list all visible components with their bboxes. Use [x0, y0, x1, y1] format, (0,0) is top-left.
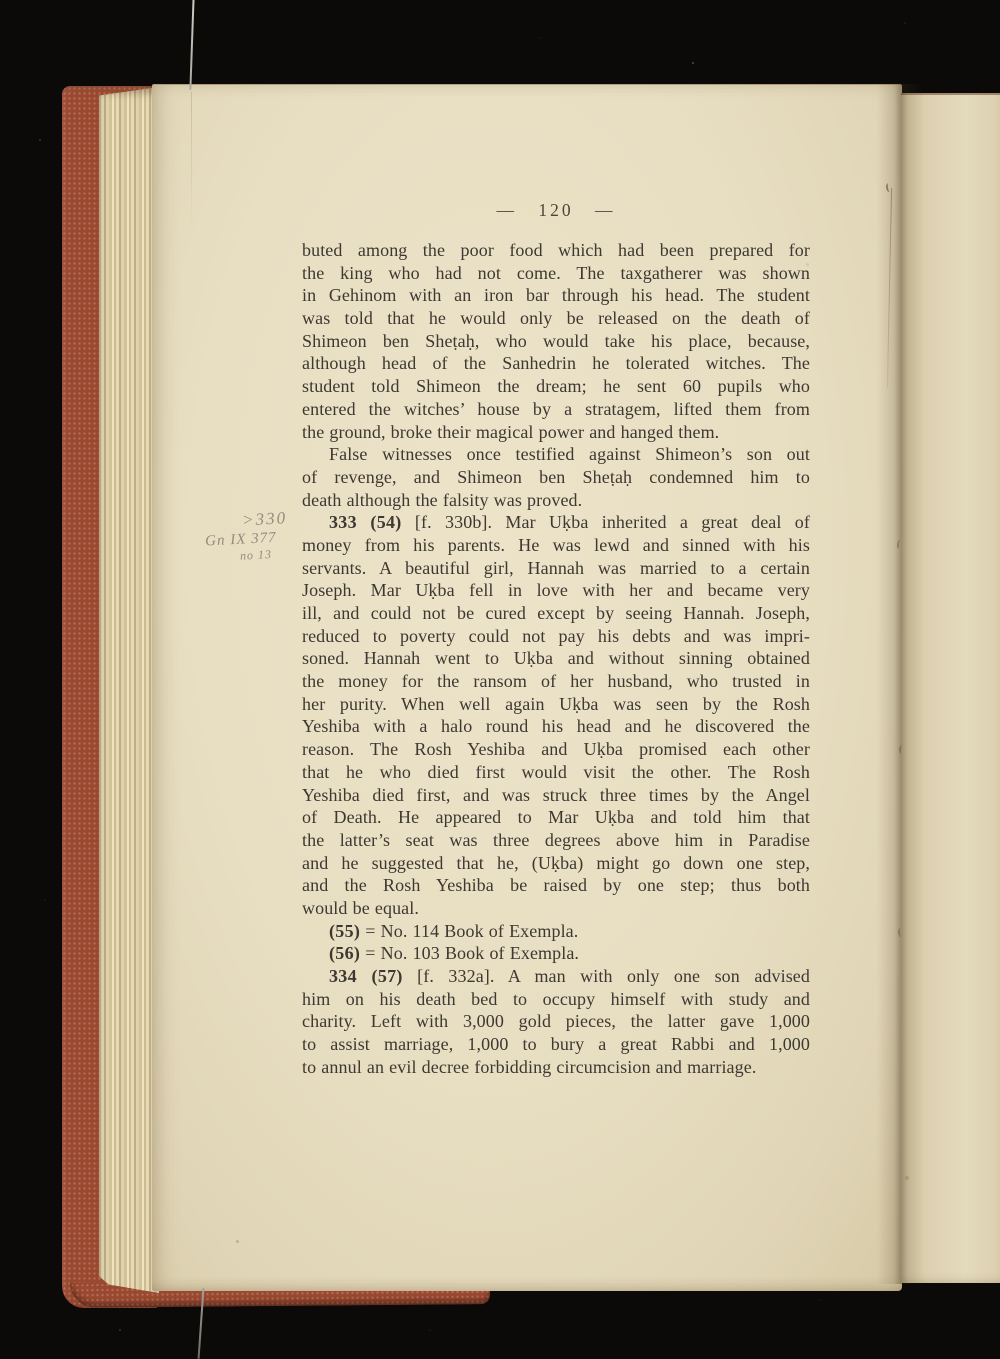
text-block: [302, 239, 810, 1078]
text-line: charity. Left with 3,000 gold pieces, the latter gave 1,000: [302, 1011, 810, 1032]
paragraph: [302, 965, 810, 1078]
text-line: Shimeon ben Sheṭaḥ, who would take his place, because,: [302, 330, 810, 351]
hanging-thread-top: [189, 0, 194, 90]
foxing-spot: [236, 1240, 239, 1243]
text-line: her purity. When well again Uḳba was seen by the Rosh: [302, 693, 810, 714]
text-line: money from his parents. He was lewd and sinned with his: [302, 534, 810, 555]
paragraph: [302, 511, 810, 919]
text-line: and the Rosh Yeshiba be raised by one step; thus both: [302, 875, 810, 896]
paragraph: [302, 443, 810, 511]
marginalia-line: no 13: [239, 547, 273, 563]
text-line: entered the witches’ house by a stratagem, lifted them from: [302, 398, 810, 419]
entry-number: (55): [329, 920, 361, 941]
paragraph: [302, 942, 810, 965]
facing-page-edge: [901, 93, 1000, 1283]
text-line: to assist marriage, 1,000 to bury a great Rabbi and 1,000: [302, 1034, 810, 1055]
text-line: of Death. He appeared to Mar Uḳba and told him that: [302, 807, 810, 828]
text-line: 334 (57) [f. 332a]. A man with only one son advised: [329, 966, 810, 986]
pencil-marginalia: [202, 507, 305, 565]
page-stack-fore-edge: [99, 87, 159, 1293]
text-line: Joseph. Mar Uḳba fell in love with her and became very: [302, 580, 810, 601]
text-line: False witnesses once testified against Shimeon’s son out: [329, 444, 810, 465]
text-line: Yeshiba with a halo round his head and he discovered the: [302, 716, 810, 737]
text-line: in Gehinom with an iron bar through his head. The student: [302, 285, 810, 306]
paragraph: [302, 920, 810, 943]
marginalia-line: >330: [241, 508, 288, 530]
text-line: ill, and could not be cured except by seeing Hannah. Joseph,: [302, 603, 810, 623]
text-line: reduced to poverty could not pay his debts and was impri-: [302, 625, 810, 646]
text-line: the ground, broke their magical power and hanged them.: [302, 421, 720, 442]
paragraph: [302, 239, 810, 443]
text-line: servants. A beautiful girl, Hannah was married to a certain: [302, 557, 810, 578]
text-line: (56) = No. 103 Book of Exempla.: [329, 943, 580, 964]
marginalia-line: Gn IX 377: [204, 529, 278, 550]
text-line: of revenge, and Shimeon ben Sheṭaḥ condemned him to: [302, 466, 810, 487]
text-line: would be equal.: [302, 897, 419, 918]
text-line: the money for the ransom of her husband, who trusted in: [302, 671, 810, 692]
text-line: that he who died first would visit the other. The Rosh: [302, 761, 810, 782]
text-line: was told that he would only be released on the death of: [302, 308, 810, 329]
text-line: reason. The Rosh Yeshiba and Uḳba promised each other: [302, 739, 810, 760]
text-line: buted among the poor food which had been prepared for: [302, 240, 810, 260]
text-line: the king who had not come. The taxgatherer was shown: [302, 262, 810, 283]
text-line: and he suggested that he, (Uḳba) might go down one step,: [302, 852, 810, 873]
text-line: 333 (54) [f. 330b]. Mar Uḳba inherited a great deal of: [329, 512, 810, 533]
foxing-spot: [905, 1176, 909, 1180]
text-line: Yeshiba died first, and was struck three times by the Angel: [302, 784, 810, 805]
page-crease: [191, 92, 192, 232]
page-number: — 120 —: [496, 200, 616, 220]
text-line: although head of the Sanhedrin he tolerated witches. The: [302, 353, 810, 374]
text-line: death although the falsity was proved.: [302, 489, 583, 510]
text-line: the latter’s seat was three degrees above him in Paradise: [302, 829, 810, 850]
text-line: (55) = No. 114 Book of Exempla.: [329, 920, 579, 941]
text-line: student told Shimeon the dream; he sent 60 pupils who: [302, 376, 810, 397]
entry-number: (56): [329, 943, 361, 964]
text-line: soned. Hannah went to Uḳba and without sinning obtained: [302, 648, 810, 669]
text-line: to annul an evil decree forbidding circumcision and marriage.: [302, 1056, 757, 1077]
entry-number: 333 (54): [329, 512, 402, 533]
text-line: him on his death bed to occupy himself with study and: [302, 988, 810, 1009]
entry-number: 334 (57): [329, 966, 403, 986]
